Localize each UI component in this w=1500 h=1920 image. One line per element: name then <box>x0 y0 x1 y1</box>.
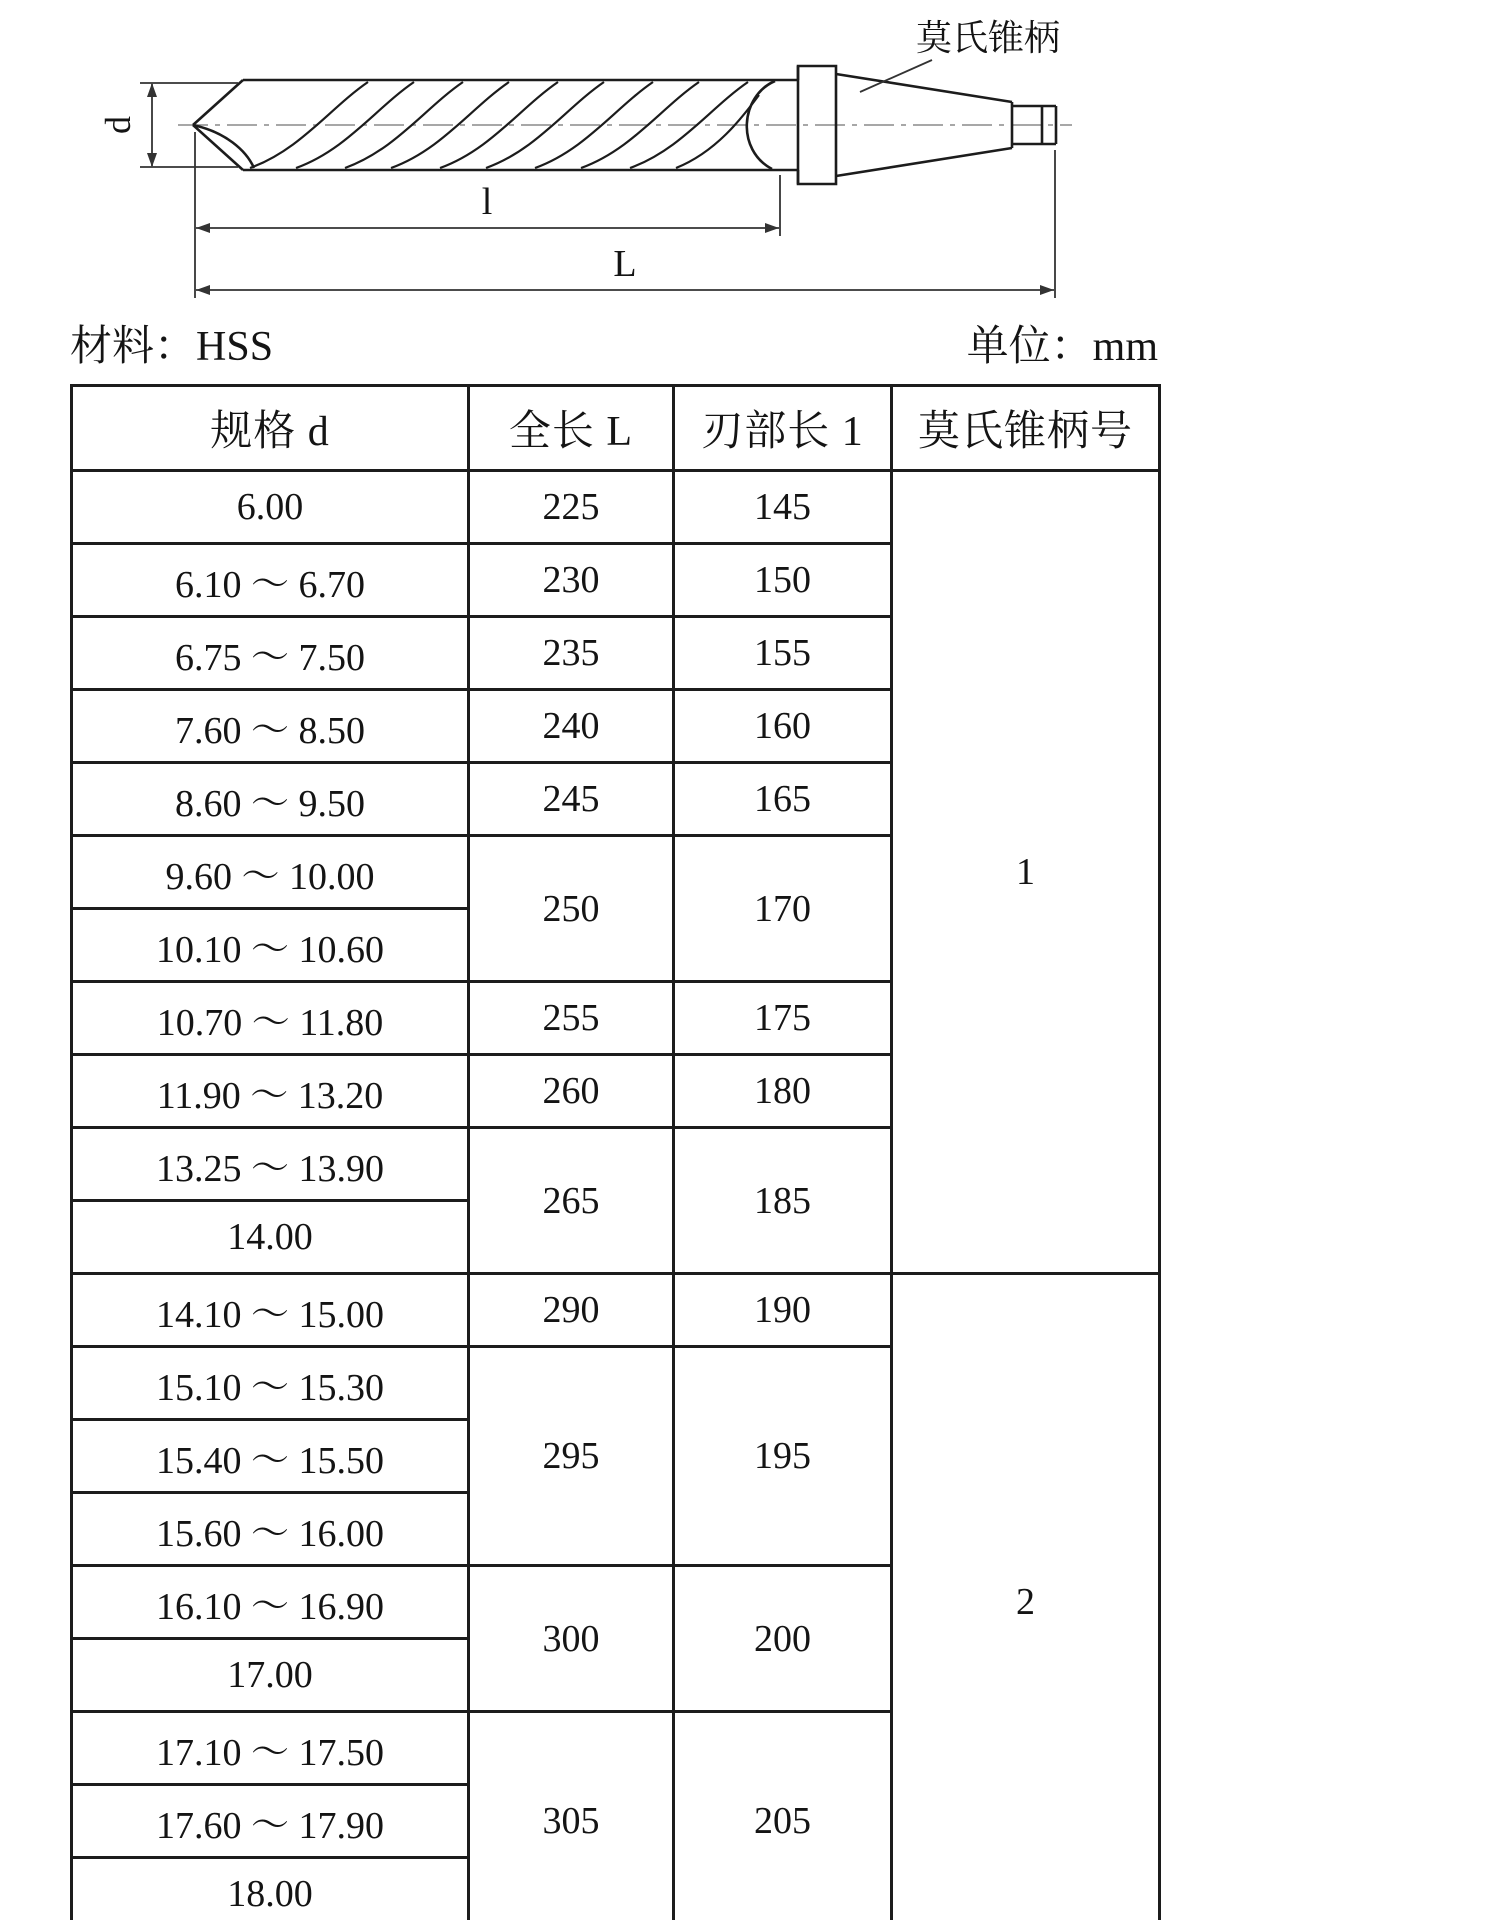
table-cell: 160 <box>674 690 892 763</box>
table-cell: 255 <box>469 982 674 1055</box>
table-cell: 18.00 <box>72 1858 469 1920</box>
table-cell: 265 <box>469 1128 674 1274</box>
table-cell: 2 <box>892 1274 1160 1920</box>
table-row <box>72 1274 1160 1347</box>
meta-row <box>70 322 1158 372</box>
table-cell: 8.60 ～ 9.50 <box>72 763 469 836</box>
table-cell: 305 <box>469 1712 674 1920</box>
table-cell: 240 <box>469 690 674 763</box>
unit-label: 单位：mm <box>966 324 1158 370</box>
table-cell: 15.40 ～ 15.50 <box>72 1420 469 1493</box>
dim-L-label: L <box>613 243 637 285</box>
column-header-3: 莫氏锥柄号 <box>892 386 1160 471</box>
table-cell: 14.00 <box>72 1201 469 1274</box>
table-cell: 17.10 ～ 17.50 <box>72 1712 469 1785</box>
table-cell: 15.10 ～ 15.30 <box>72 1347 469 1420</box>
table-cell: 15.60 ～ 16.00 <box>72 1493 469 1566</box>
table-cell: 145 <box>674 471 892 544</box>
table-cell: 14.10 ～ 15.00 <box>72 1274 469 1347</box>
table-cell: 155 <box>674 617 892 690</box>
dim-l-label: l <box>481 181 493 223</box>
table-row <box>72 471 1160 544</box>
table-cell: 7.60 ～ 8.50 <box>72 690 469 763</box>
table-cell: 6.00 <box>72 471 469 544</box>
table-cell: 17.60 ～ 17.90 <box>72 1785 469 1858</box>
table-cell: 16.10 ～ 16.90 <box>72 1566 469 1639</box>
column-header-2: 刃部长 1 <box>674 386 892 471</box>
table-cell: 205 <box>674 1712 892 1920</box>
table-cell: 195 <box>674 1347 892 1566</box>
table-cell: 235 <box>469 617 674 690</box>
table-cell: 230 <box>469 544 674 617</box>
material-label: 材料：HSS <box>70 324 274 370</box>
table-cell: 175 <box>674 982 892 1055</box>
table-cell: 260 <box>469 1055 674 1128</box>
drill-diagram <box>0 0 1500 312</box>
table-cell: 150 <box>674 544 892 617</box>
table-cell: 245 <box>469 763 674 836</box>
table-cell: 290 <box>469 1274 674 1347</box>
table-cell: 170 <box>674 836 892 982</box>
table-cell: 10.10 ～ 10.60 <box>72 909 469 982</box>
table-cell: 10.70 ～ 11.80 <box>72 982 469 1055</box>
table-cell: 180 <box>674 1055 892 1128</box>
table-cell: 185 <box>674 1128 892 1274</box>
table-cell: 295 <box>469 1347 674 1566</box>
table-cell: 250 <box>469 836 674 982</box>
table-cell: 300 <box>469 1566 674 1712</box>
dim-d-label: d <box>98 116 138 134</box>
table-cell: 6.10 ～ 6.70 <box>72 544 469 617</box>
column-header-0: 规格 d <box>72 386 469 471</box>
spec-table <box>70 384 1161 1920</box>
shank-label: 莫氏锥柄 <box>916 18 1061 58</box>
table-cell: 190 <box>674 1274 892 1347</box>
table-cell: 225 <box>469 471 674 544</box>
table-cell: 200 <box>674 1566 892 1712</box>
table-cell: 1 <box>892 471 1160 1274</box>
table-cell: 9.60 ～ 10.00 <box>72 836 469 909</box>
table-cell: 6.75 ～ 7.50 <box>72 617 469 690</box>
table-cell: 165 <box>674 763 892 836</box>
table-cell: 11.90 ～ 13.20 <box>72 1055 469 1128</box>
table-cell: 13.25 ～ 13.90 <box>72 1128 469 1201</box>
table-cell: 17.00 <box>72 1639 469 1712</box>
column-header-1: 全长 L <box>469 386 674 471</box>
table-header-row <box>72 386 1160 471</box>
